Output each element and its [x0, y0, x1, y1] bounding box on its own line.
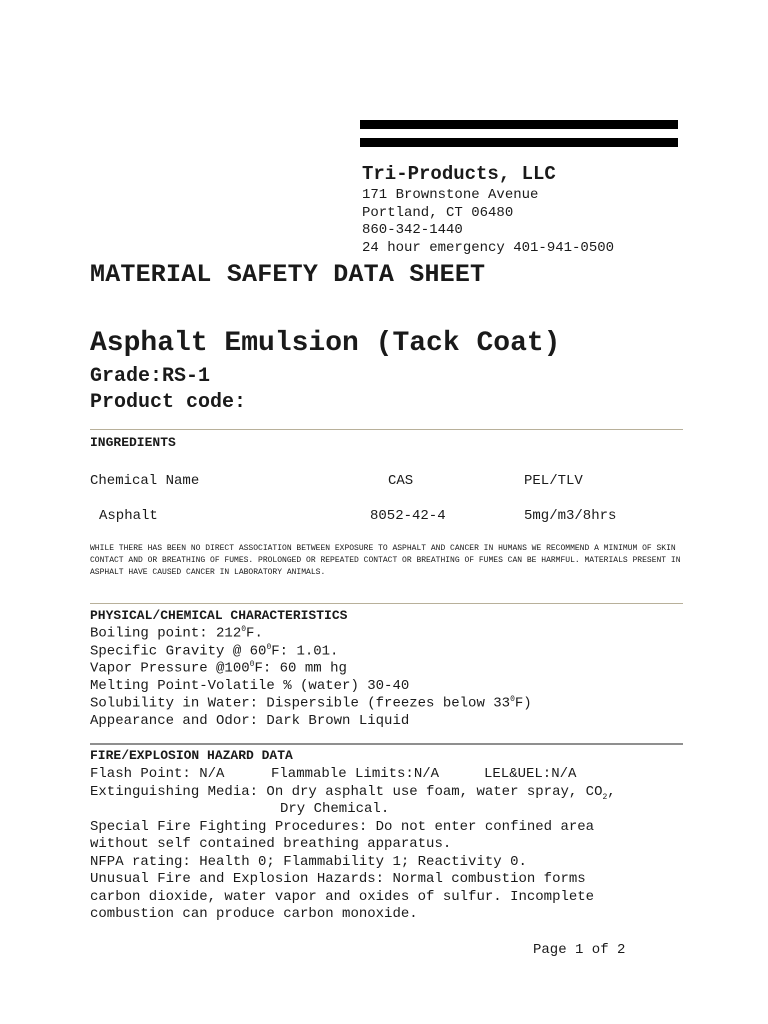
section-divider	[90, 603, 683, 604]
emergency-number: 24 hour emergency 401-941-0500	[362, 240, 615, 256]
column-header-chemical-name: Chemical Name	[90, 473, 200, 489]
nfpa-rating: NFPA rating: Health 0; Flammability 1; Reactivity 0.	[90, 854, 527, 870]
unusual-hazards-line-1: Unusual Fire and Explosion Hazards: Normal combustion forms	[90, 871, 586, 887]
vapor-pressure: Vapor Pressure $@100^0F$: 60 mm hg	[90, 660, 347, 677]
physical-heading: PHYSICAL/CHEMICAL CHARACTERISTICS	[90, 608, 348, 623]
specific-gravity: Specific Gravity @ $60^0F$: 1.01.	[90, 643, 339, 660]
extinguishing-media: Extinguishing Media: On dry asphalt use foam, water spray, $CO_2$,	[90, 784, 616, 802]
flammable-limits: Flammable Limits:N/A	[271, 766, 440, 782]
company-name: Tri-Products, LLC	[362, 163, 556, 185]
ingredients-heading: INGREDIENTS	[90, 435, 176, 450]
lel-uel: LEL&UEL:N/A	[484, 766, 577, 782]
column-header-pel-tlv: PEL/TLV	[524, 473, 583, 489]
header-bar-bottom	[360, 138, 678, 147]
fire-heading: FIRE/EXPLOSION HAZARD DATA	[90, 748, 293, 763]
special-procedures-line-1: Special Fire Fighting Procedures: Do not enter confined area	[90, 819, 595, 835]
page-number: Page 1 of 2	[533, 942, 626, 958]
document-title: MATERIAL SAFETY DATA SHEET	[90, 260, 486, 289]
address-line-1: 171 Brownstone Avenue	[362, 187, 539, 203]
product-code: Product code:	[90, 391, 247, 414]
phone-number: 860-342-1440	[362, 222, 463, 238]
special-procedures-line-2: without self contained breathing apparatus.	[90, 836, 452, 852]
water-solubility: Solubility in Water: Dispersible (freezes below $33^0F$)	[90, 695, 532, 712]
ingredient-cas: 8052-42-4	[370, 508, 446, 524]
flash-point: Flash Point: N/A	[90, 766, 225, 782]
ingredient-name: Asphalt	[99, 508, 158, 524]
unusual-hazards-line-3: combustion can produce carbon monoxide.	[90, 906, 418, 922]
ingredients-note: WHILE THERE HAS BEEN NO DIRECT ASSOCIATION BETWEEN EXPOSURE TO ASPHALT AND CANCER IN HUMANS WE RECOMMEND A MINIMUM OF SKIN CONTACT AND OR BREATHING OF FUMES. PROLONGED OR REPEATED CONTACT OR BREATHING OF FUMES CAN BE HARMFUL. MATERIALS PRESENT IN ASPHALT HAVE CAUSED CANCER IN LABORATORY ANIMALS.	[90, 544, 681, 577]
boiling-point: Boiling point: $212^0F$.	[90, 625, 263, 642]
extinguishing-media-continued: Dry Chemical.	[280, 801, 390, 817]
unusual-hazards-line-2: carbon dioxide, water vapor and oxides of sulfur. Incomplete	[90, 889, 595, 905]
ingredient-pel-tlv: 5mg/m3/8hrs	[524, 508, 617, 524]
column-header-cas: CAS	[388, 473, 414, 489]
section-divider	[90, 429, 683, 430]
product-grade: Grade:RS-1	[90, 365, 211, 388]
melting-point: Melting Point-Volatile % (water) 30-40	[90, 678, 410, 694]
product-name: Asphalt Emulsion (Tack Coat)	[90, 328, 561, 359]
section-divider	[90, 743, 683, 745]
address-line-2: Portland, CT 06480	[362, 205, 514, 221]
header-bar-top	[360, 120, 678, 129]
appearance-odor: Appearance and Odor: Dark Brown Liquid	[90, 713, 410, 729]
